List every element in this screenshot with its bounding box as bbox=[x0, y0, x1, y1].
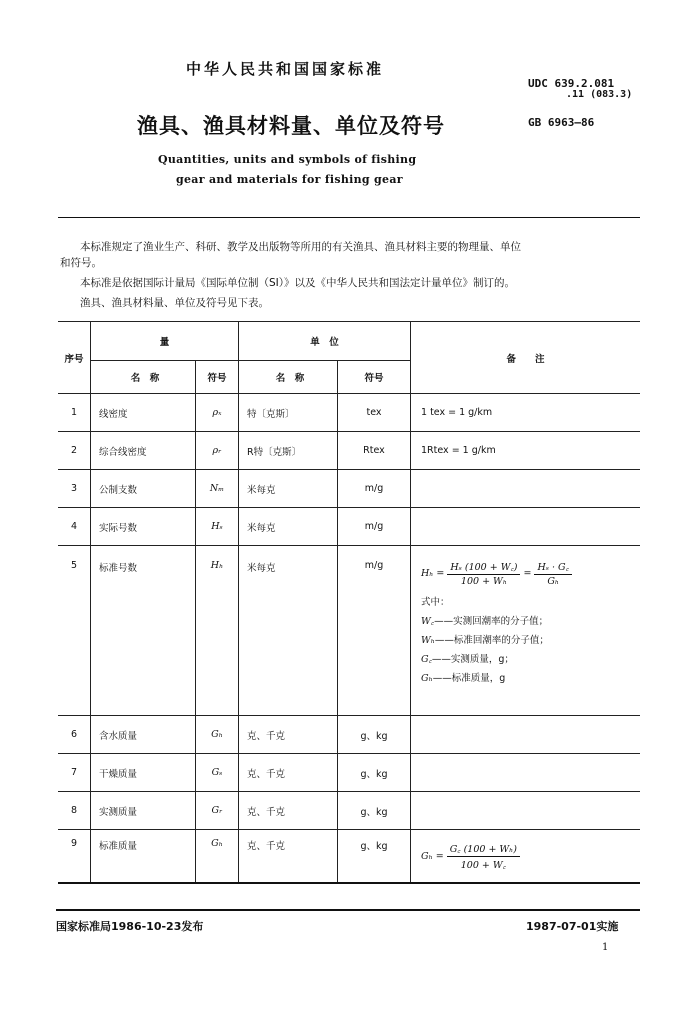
formula-fraction-1 bbox=[447, 560, 520, 587]
document-title: 渔具、渔具材料量、单位及符号 bbox=[137, 113, 445, 138]
intro-p1-line2: 和符号。 bbox=[60, 257, 102, 269]
row-no: 1 bbox=[58, 394, 91, 432]
formula-equals: = bbox=[523, 568, 532, 579]
formula-denominator-2: Gₕ bbox=[547, 576, 560, 587]
udc-code-suffix: .11 (083.3) bbox=[566, 89, 633, 100]
intro-paragraph-3: 渔具、渔具材料量、单位及符号见下表。 bbox=[80, 297, 269, 309]
row-unit-name: 克、千克 bbox=[239, 830, 338, 884]
row-unit-name: 克、千克 bbox=[239, 792, 338, 830]
row-name: 实际号数 bbox=[91, 508, 196, 546]
row-unit-symbol: g、kg bbox=[338, 754, 411, 792]
quantities-table bbox=[58, 321, 640, 884]
formula-legend bbox=[421, 593, 636, 688]
english-title-line1: Quantities, units and symbols of fishing bbox=[158, 153, 417, 166]
row-remark-formula bbox=[411, 546, 641, 716]
row-unit-name: 米每克 bbox=[239, 508, 338, 546]
row-unit-symbol: m/g bbox=[338, 470, 411, 508]
header-unit-symbol: 符号 bbox=[338, 361, 411, 394]
row-name: 干燥质量 bbox=[91, 754, 196, 792]
row-unit-name: 米每克 bbox=[239, 546, 338, 716]
row-symbol: Gₛ bbox=[196, 754, 239, 792]
header-quantity: 量 bbox=[91, 322, 239, 361]
table-row bbox=[58, 470, 640, 508]
header-no: 序号 bbox=[58, 322, 91, 394]
english-title-line2: gear and materials for fishing gear bbox=[176, 173, 403, 186]
row-unit-symbol: g、kg bbox=[338, 716, 411, 754]
row-remark: 1Rtex = 1 g/km bbox=[411, 432, 641, 470]
row-no: 6 bbox=[58, 716, 91, 754]
gb-code: GB 6963—86 bbox=[528, 116, 595, 129]
bottom-divider bbox=[56, 909, 640, 911]
row-remark-formula bbox=[411, 830, 641, 884]
row-unit-name: 米每克 bbox=[239, 470, 338, 508]
row-no: 5 bbox=[58, 546, 91, 716]
formula-numerator-1: Hₛ (100 + W꜀) bbox=[447, 560, 520, 575]
row-no: 3 bbox=[58, 470, 91, 508]
header-unit-name: 名 称 bbox=[239, 361, 338, 394]
issue-date: 国家标准局1986-10-23发布 bbox=[56, 920, 204, 933]
row-unit-name: R特〔克斯〕 bbox=[239, 432, 338, 470]
table-row bbox=[58, 508, 640, 546]
intro-paragraph-1 bbox=[60, 239, 640, 271]
row-unit-name: 克、千克 bbox=[239, 716, 338, 754]
row-unit-symbol: g、kg bbox=[338, 792, 411, 830]
row-name: 含水质量 bbox=[91, 716, 196, 754]
intro-p1-line1: 本标准规定了渔业生产、科研、教学及出版物等所用的有关渔具、渔具材料主要的物理量、单位 bbox=[80, 241, 521, 253]
table-row bbox=[58, 792, 640, 830]
row-remark: 1 tex = 1 g/km bbox=[411, 394, 641, 432]
row-symbol: ρᵣ bbox=[196, 432, 239, 470]
row-remark bbox=[411, 792, 641, 830]
table-row bbox=[58, 432, 640, 470]
row-name: 线密度 bbox=[91, 394, 196, 432]
row-unit-name: 克、千克 bbox=[239, 754, 338, 792]
table-row bbox=[58, 394, 640, 432]
row-name: 综合线密度 bbox=[91, 432, 196, 470]
table-row bbox=[58, 716, 640, 754]
row-unit-symbol: g、kg bbox=[338, 830, 411, 884]
row-name: 公制支数 bbox=[91, 470, 196, 508]
row-no: 7 bbox=[58, 754, 91, 792]
row-unit-name: 特〔克斯〕 bbox=[239, 394, 338, 432]
row-no: 8 bbox=[58, 792, 91, 830]
formula-fraction bbox=[447, 842, 520, 871]
intro-paragraph-2: 本标准是依据国际计量局《国际单位制（SI）》以及《中华人民共和国法定计量单位》制订的。 bbox=[80, 277, 516, 289]
formula-denominator: 100 + W꜀ bbox=[460, 860, 506, 871]
standard-mass-formula bbox=[421, 842, 636, 871]
header-unit: 单 位 bbox=[239, 322, 411, 361]
formula-numerator: G꜀ (100 + Wₕ) bbox=[447, 842, 520, 857]
row-unit-symbol: m/g bbox=[338, 508, 411, 546]
row-unit-symbol: Rtex bbox=[338, 432, 411, 470]
table-row bbox=[58, 546, 640, 716]
formula-lhs: Gₕ = bbox=[421, 851, 444, 862]
formula-numerator-2: Hₛ · G꜀ bbox=[534, 560, 571, 575]
row-remark bbox=[411, 508, 641, 546]
page-number: 1 bbox=[602, 942, 609, 953]
row-unit-symbol: m/g bbox=[338, 546, 411, 716]
formula-legend-line: Wₕ——标准回潮率的分子值； bbox=[421, 635, 549, 646]
formula-lhs: Hₕ = bbox=[421, 568, 445, 579]
effective-date: 1987-07-01实施 bbox=[526, 920, 619, 933]
national-standard-label: 中华人民共和国国家标准 bbox=[186, 60, 385, 78]
row-symbol: Gₕ bbox=[196, 716, 239, 754]
row-no: 4 bbox=[58, 508, 91, 546]
header-quantity-symbol: 符号 bbox=[196, 361, 239, 394]
udc-code: UDC 639.2.081 bbox=[528, 77, 615, 90]
formula-legend-line: G꜀——实测质量，g； bbox=[421, 654, 514, 665]
top-divider bbox=[58, 217, 640, 218]
row-no: 9 bbox=[58, 830, 91, 884]
row-symbol: Gᵣ bbox=[196, 792, 239, 830]
row-symbol: Hₛ bbox=[196, 508, 239, 546]
table-row bbox=[58, 830, 640, 884]
row-remark bbox=[411, 716, 641, 754]
row-name: 实测质量 bbox=[91, 792, 196, 830]
row-name: 标准号数 bbox=[91, 546, 196, 716]
row-symbol: Hₕ bbox=[196, 546, 239, 716]
table-row bbox=[58, 754, 640, 792]
formula-where: 式中： bbox=[421, 597, 450, 608]
row-remark bbox=[411, 754, 641, 792]
row-remark bbox=[411, 470, 641, 508]
row-name: 标准质量 bbox=[91, 830, 196, 884]
row-symbol: ρₓ bbox=[196, 394, 239, 432]
formula-fraction-2 bbox=[534, 560, 571, 587]
row-symbol: Nₘ bbox=[196, 470, 239, 508]
row-symbol: Gₕ bbox=[196, 830, 239, 884]
header-remarks: 备 注 bbox=[411, 322, 641, 394]
formula-legend-line: W꜀——实测回潮率的分子值； bbox=[421, 616, 549, 627]
row-no: 2 bbox=[58, 432, 91, 470]
header-quantity-name: 名 称 bbox=[91, 361, 196, 394]
formula-denominator-1: 100 + Wₕ bbox=[460, 576, 507, 587]
row-unit-symbol: tex bbox=[338, 394, 411, 432]
standard-count-formula bbox=[421, 560, 636, 587]
formula-legend-line: Gₕ——标准质量，g bbox=[421, 673, 506, 684]
